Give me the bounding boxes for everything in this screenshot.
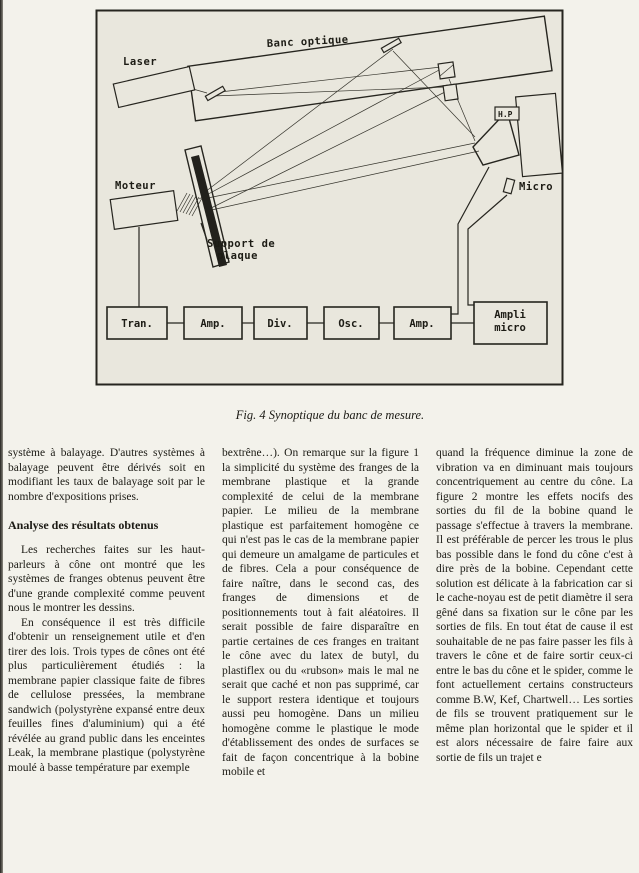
box-amp2-label: Amp. (409, 318, 435, 330)
section-heading: Analyse des résultats obtenus (8, 518, 159, 532)
column-2 (222, 446, 419, 873)
article-body (8, 446, 639, 873)
paragraph: En conséquence il est très difficile d'obtenir un renseignement utile et d'en tirer des lois. Trois types de cônes ont été plus particulièrement étudiés : la membrane papier classique faite de fibres de cellulose pressées, la membrane sandwich (polystyrène expansé entre deux feuilles fines d'aluminium) qui a été révélée au grand public dans les enceintes Leak, la membrane plastique (polystyrène moulé à basse température par exemple (8, 616, 205, 774)
figure-caption: Fig. 4 Synoptique du banc de mesure. (235, 408, 425, 422)
plate-label-line1: Support de (207, 238, 276, 250)
bench-title: Banc optique (266, 33, 349, 50)
figure-4 (95, 9, 565, 387)
laser-label: Laser (123, 56, 158, 68)
box-amp1-label: Amp. (200, 318, 226, 330)
column-3 (436, 446, 633, 873)
motor-label: Moteur (115, 180, 156, 192)
micro-label: Micro (519, 181, 554, 193)
paragraph: système à balayage. D'autres systèmes à balayage peuvent être dérivés soit en modifiant les taux de balayage soit par le nombre d'expositions prises. (8, 447, 205, 503)
hp-label: H.P (498, 110, 513, 119)
box-ampli-label-line2: micro (494, 322, 526, 334)
scan-edge-artifact (0, 0, 3, 873)
box-div-label: Div. (267, 318, 293, 330)
paragraph: bextrêne…). On remarque sur la figure 1 la simplicité du système des franges de la membrane plastique et la grande complexité de celui de la membrane papier. Le milieu de la membrane plastique est parfaitement homogène ce qui n'est pas le cas de la membrane papier qui demeure un amalgame de particules et de fibres. Cela a pour conséquence de faire naître, dans le second cas, des franges de dimensions et de positionnements tout à fait aléatoires. Il serait possible de faire disparaître en partie certaines de ces franges en traitant le cône avec du latex de butyl, du plastiflex ou du «rubson» mais le mal ne serait que caché et non pas supprimé, car le support restera identique et toujours aussi peu homogène. Dans un milieu homogène comme le plastique le mode d'établissement des ondes de surfaces se fait de façon concentrique à la bobine mobile et (222, 447, 419, 778)
speaker-enclosure (516, 93, 563, 176)
box-osc-label: Osc. (338, 318, 364, 330)
banc-de-mesure-schematic (95, 9, 565, 387)
plate-label-line2: plaque (217, 250, 258, 262)
paragraph: Les recherches faites sur les haut-parleurs à cône ont montré que les systèmes de franges obtenus peuvent être d'une grande complexité comme peuvent nous le montrer les dessins. (8, 544, 205, 614)
paragraph: quand la fréquence diminue la zone de vibration va en diminuant mais toujours concentriquement au centre du cône. La figure 2 montre les effets nocifs des sorties du fil de la bobine quand le passage s'effectue à travers la membrane. Il est préférable de percer les trous le plus bas possible dans le fond du cône c'est à dire près de la bobine. Cependant cette solution est délicate à la fabrication car si le cache-noyau est de petit diamètre il sera gêné dans sa fixation sur le cône par les sorties de fils. En tout état de cause il est souhaitable de ne pas faire passer les fils à travers le cône et de faire sortir ceux-ci entre le bas du cône et le spider, comme le font actuellement certains constructeurs comme B.W, Kef, Chartwell… Les sorties de fils se trouvent pratiquement sur le même plan horizontal que le spider et il est alors nécessaire de faire faire aux sortie de fils un trajet e (436, 447, 633, 764)
column-1 (8, 446, 205, 873)
box-ampli-label-line1: Ampli (494, 309, 526, 321)
box-tran-label: Tran. (121, 318, 153, 330)
